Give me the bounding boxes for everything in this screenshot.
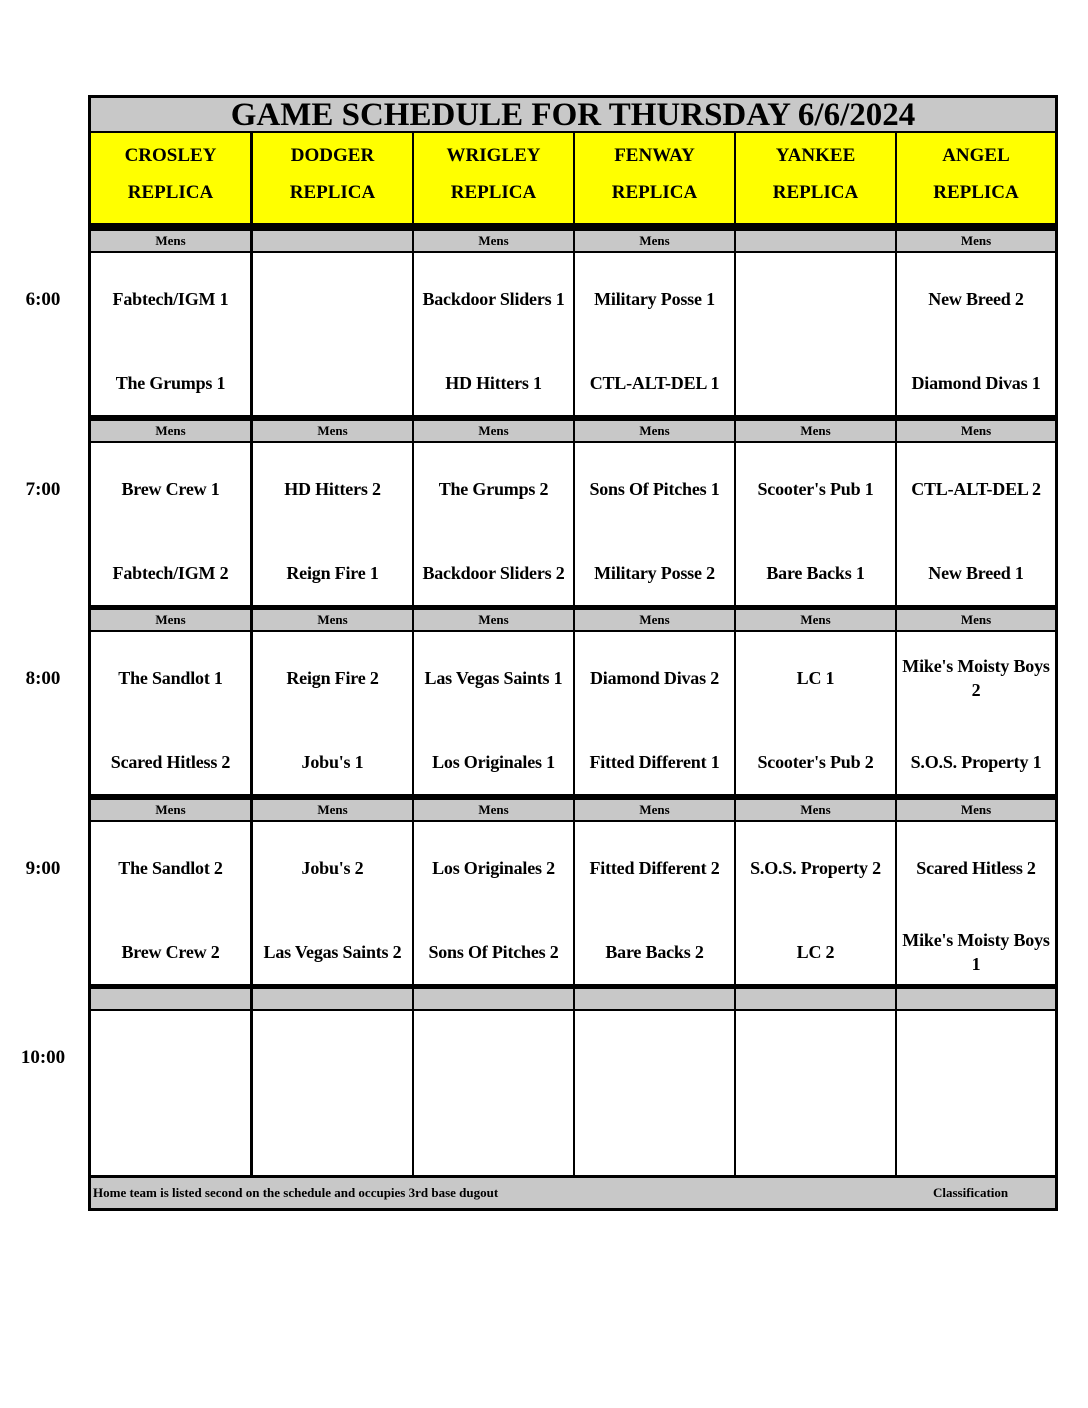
away-team [93,1029,248,1085]
away-team-name: S.O.S. Property 2 [750,858,881,878]
away-team [738,1029,893,1085]
classification-cell: Mens [575,421,734,441]
field-name: ANGEL [942,145,1010,166]
classification-cell: Mens [414,421,573,441]
game-cell [575,443,734,605]
game-cell [414,822,573,984]
away-team-name: The Sandlot 2 [118,858,223,878]
home-team-name: Mike's Moisty Boys 1 [902,930,1050,974]
classification-cell [736,231,895,251]
home-team-name: Reign Fire 1 [286,563,379,583]
field-subtitle: REPLICA [611,182,698,203]
time-label: 10:00 [20,1047,66,1068]
home-team-note: Home team is listed second on the schedule and occupies 3rd base dugout [93,1185,499,1200]
field-header-1 [253,133,412,223]
classification-cell [91,989,250,1009]
classification-cell [575,989,734,1009]
away-team-name: Scared Hitless 2 [916,858,1036,878]
classification-cell: Mens [575,610,734,630]
home-team [93,924,248,980]
away-team-name: Jobu's 2 [301,858,364,878]
classification-cell: Mens [91,421,250,441]
home-team [577,1113,732,1169]
away-team [93,840,248,896]
game-cell [91,1011,250,1175]
home-team [416,545,571,601]
away-team-name: The Sandlot 1 [118,668,223,688]
home-team-name: LC 2 [796,942,835,962]
classification-label: Classification [933,1185,1009,1200]
away-team-name: New Breed 2 [928,289,1024,309]
classification-cell: Mens [91,610,250,630]
game-cell [91,443,250,605]
game-cell [736,253,895,415]
game-cell [91,632,250,794]
away-team-name: Brew Crew 1 [121,479,220,499]
home-team-name: Bare Backs 1 [766,563,865,583]
game-cell [575,632,734,794]
away-team [416,461,571,517]
home-team-name: Fabtech/IGM 2 [112,563,229,583]
page-title: GAME SCHEDULE FOR THURSDAY 6/6/2024 [91,98,1055,131]
home-team [93,734,248,790]
away-team-name: Reign Fire 2 [286,668,379,688]
home-team-name: Backdoor Sliders 2 [422,563,565,583]
classification-cell [736,989,895,1009]
away-team [93,650,248,706]
classification-cell: Mens [897,610,1055,630]
home-team [93,1113,248,1169]
away-team-name: Las Vegas Saints 1 [424,668,563,688]
away-team-name: CTL-ALT-DEL 2 [911,479,1041,499]
home-team [899,1113,1053,1169]
away-team [416,1029,571,1085]
classification-cell: Mens [253,800,412,820]
game-cell [736,632,895,794]
game-cell [897,632,1055,794]
home-team [577,355,732,411]
game-cell [575,1011,734,1175]
game-cell [414,632,573,794]
home-team [738,1113,893,1169]
field-name: YANKEE [775,145,856,166]
field-subtitle: REPLICA [450,182,537,203]
home-team [416,734,571,790]
home-team-name: Scared Hitless 2 [110,752,231,772]
game-cell [897,822,1055,984]
home-team [255,1113,410,1169]
home-team [255,924,410,980]
field-header-2 [414,133,573,223]
home-team [738,924,893,980]
classification-cell [414,989,573,1009]
classification-cell [253,231,412,251]
away-team [416,271,571,327]
home-team-name: Las Vegas Saints 2 [263,942,402,962]
home-team [738,545,893,601]
game-cell [253,1011,412,1175]
game-cell [91,822,250,984]
home-team-name: Jobu's 1 [301,752,364,772]
game-cell [253,822,412,984]
home-team [899,545,1053,601]
away-team-name: Mike's Moisty Boys 2 [902,656,1050,700]
home-team [255,734,410,790]
home-team [738,734,893,790]
home-team [416,924,571,980]
home-team [416,1113,571,1169]
field-subtitle: REPLICA [289,182,376,203]
home-team-name: Los Originales 1 [432,752,555,772]
away-team-name: Los Originales 2 [432,858,555,878]
home-team [577,734,732,790]
home-team-name: S.O.S. Property 1 [910,752,1042,772]
away-team [899,271,1053,327]
home-team-name: Brew Crew 2 [121,942,220,962]
away-team-name: Fabtech/IGM 1 [112,289,229,309]
away-team [577,650,732,706]
away-team [255,650,410,706]
field-name: DODGER [290,145,375,166]
field-header-3 [575,133,734,223]
classification-cell: Mens [897,231,1055,251]
away-team [899,461,1053,517]
away-team-name: Scooter's Pub 1 [757,479,874,499]
classification-cell: Mens [736,610,895,630]
away-team [899,840,1053,896]
game-cell [736,443,895,605]
away-team [899,650,1053,706]
away-team [255,271,410,327]
away-team [738,461,893,517]
home-team-name: The Grumps 1 [115,373,226,393]
home-team-name: CTL-ALT-DEL 1 [589,373,720,393]
away-team-name: LC 1 [796,668,835,688]
home-team [577,545,732,601]
classification-cell: Mens [414,800,573,820]
field-header-0 [91,133,250,223]
game-cell [253,253,412,415]
time-label: 9:00 [25,858,61,879]
away-team-name: Sons Of Pitches 1 [589,479,720,499]
game-cell [414,443,573,605]
away-team [255,840,410,896]
field-name: WRIGLEY [446,145,541,166]
classification-cell: Mens [897,800,1055,820]
home-team [93,355,248,411]
home-team [899,355,1053,411]
home-team [577,924,732,980]
classification-cell [897,989,1055,1009]
classification-cell: Mens [897,421,1055,441]
field-name: CROSLEY [124,145,217,166]
field-subtitle: REPLICA [933,182,1019,203]
field-header-4 [736,133,895,223]
field-header-5 [897,133,1055,223]
time-label: 8:00 [25,668,61,689]
away-team [577,840,732,896]
game-cell [897,1011,1055,1175]
away-team [738,650,893,706]
home-team [416,355,571,411]
away-team [93,271,248,327]
game-cell [575,253,734,415]
field-subtitle: REPLICA [127,182,214,203]
game-cell [414,253,573,415]
home-team [255,545,410,601]
game-cell [253,443,412,605]
classification-cell: Mens [414,231,573,251]
away-team [577,1029,732,1085]
classification-cell [253,989,412,1009]
field-name: FENWAY [614,145,695,166]
away-team [255,461,410,517]
away-team-name: HD Hitters 2 [284,479,381,499]
classification-cell: Mens [91,800,250,820]
away-team [738,840,893,896]
classification-cell: Mens [253,421,412,441]
away-team-name: Backdoor Sliders 1 [422,289,565,309]
game-cell [897,443,1055,605]
schedule-table [88,95,1058,1211]
home-team-name: New Breed 1 [928,563,1024,583]
away-team [255,1029,410,1085]
footer-bar [91,1178,1055,1208]
time-label: 6:00 [25,289,61,310]
classification-cell: Mens [736,800,895,820]
away-team-name: Military Posse 1 [594,289,715,309]
away-team-name: Diamond Divas 2 [589,668,720,688]
home-team [899,734,1053,790]
game-cell [736,1011,895,1175]
game-cell [575,822,734,984]
away-team [577,271,732,327]
home-team [255,355,410,411]
classification-cell: Mens [414,610,573,630]
home-team-name: HD Hitters 1 [445,373,542,393]
away-team [899,1029,1053,1085]
away-team [738,271,893,327]
game-cell [91,253,250,415]
home-team [899,924,1053,980]
classification-cell: Mens [91,231,250,251]
away-team [93,461,248,517]
home-team-name: Diamond Divas 1 [911,373,1041,393]
home-team-name: Fitted Different 1 [589,752,720,772]
away-team-name: Fitted Different 2 [589,858,720,878]
away-team [577,461,732,517]
classification-cell: Mens [575,800,734,820]
away-team [416,840,571,896]
classification-cell: Mens [575,231,734,251]
home-team-name: Military Posse 2 [594,563,715,583]
home-team-name: Bare Backs 2 [605,942,704,962]
home-team [93,545,248,601]
classification-cell: Mens [253,610,412,630]
home-team [738,355,893,411]
classification-cell: Mens [736,421,895,441]
away-team [416,650,571,706]
time-label: 7:00 [25,479,61,500]
home-team-name: Sons Of Pitches 2 [428,942,559,962]
game-cell [897,253,1055,415]
field-subtitle: REPLICA [772,182,859,203]
game-cell [414,1011,573,1175]
game-cell [736,822,895,984]
home-team-name: Scooter's Pub 2 [757,752,874,772]
away-team-name: The Grumps 2 [438,479,549,499]
game-cell [253,632,412,794]
